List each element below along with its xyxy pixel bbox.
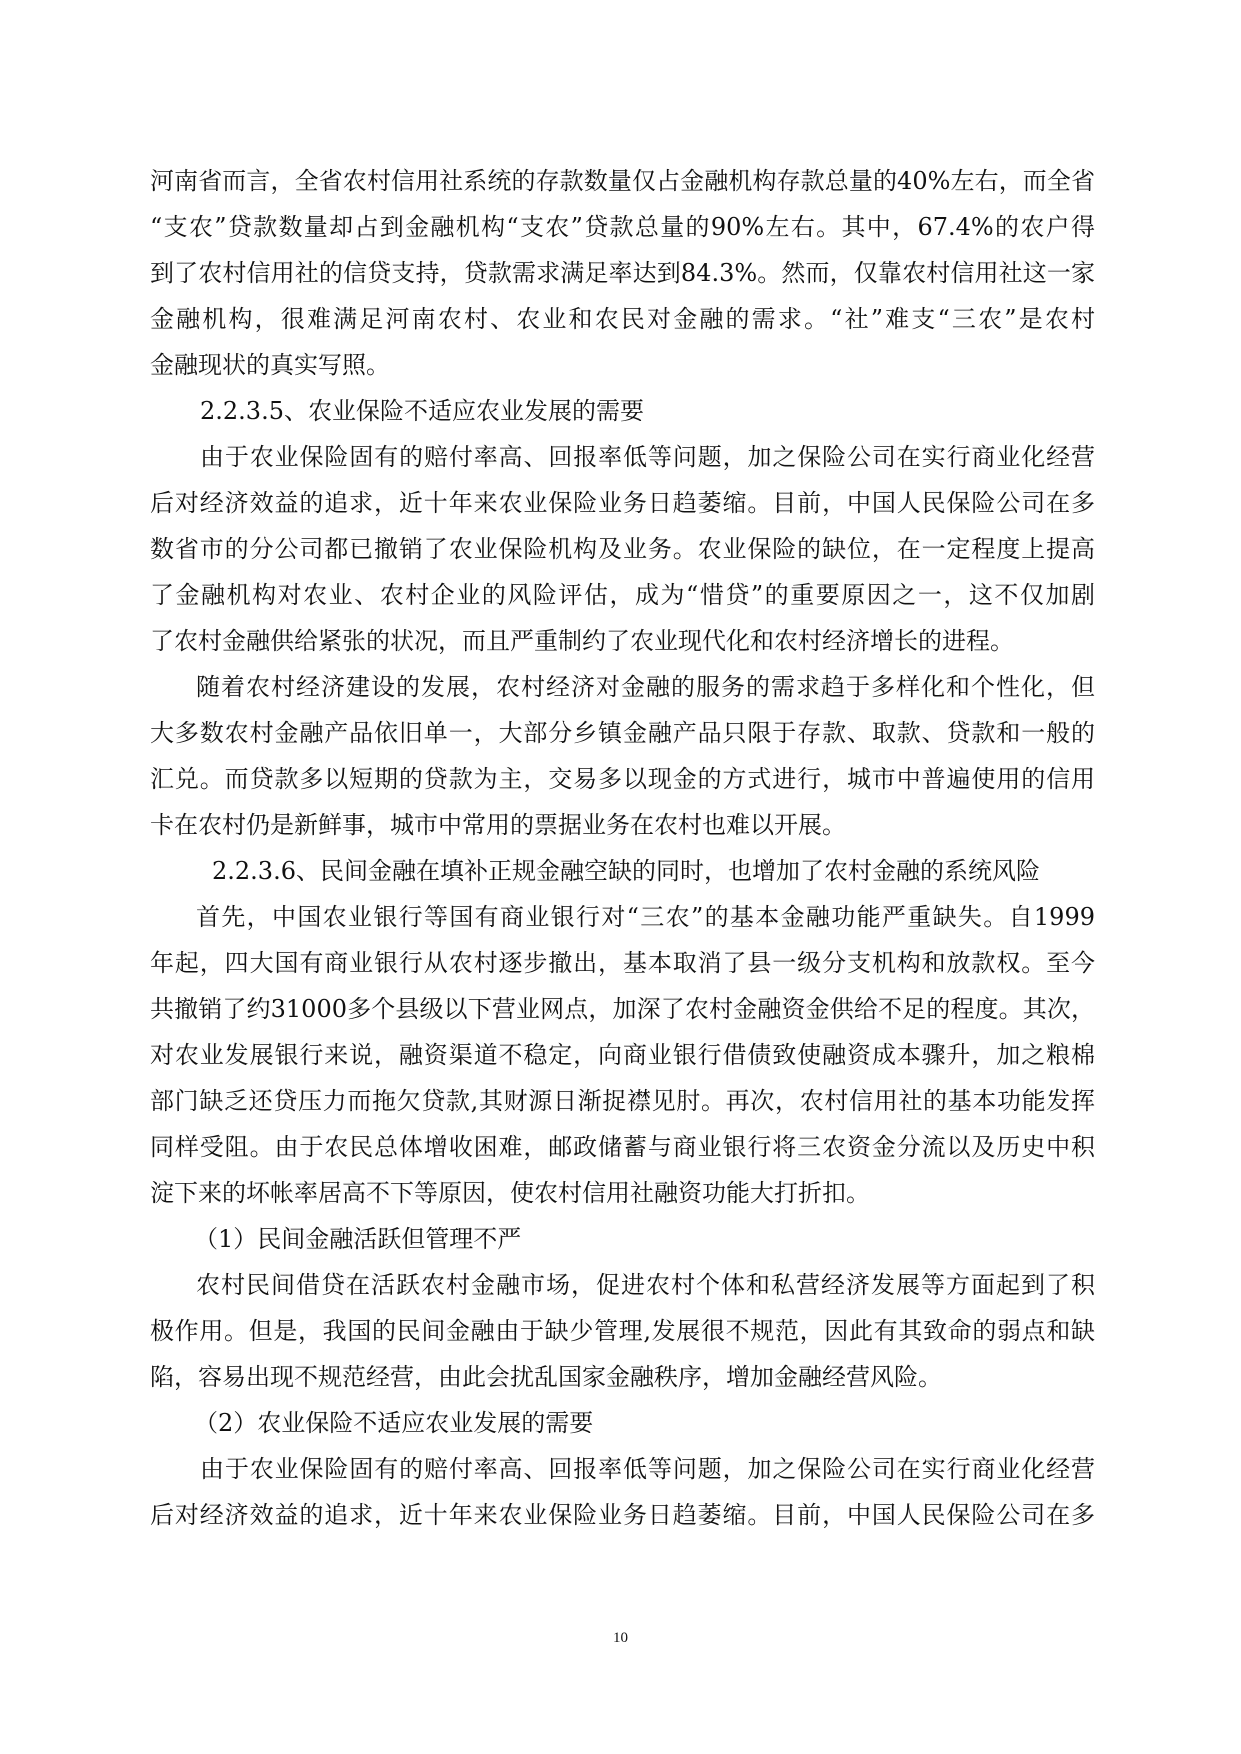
paragraph-start: 首先，中国农业银行等国有商业银行对“三农”的基本金融功能严重缺失。自1999 — [196, 903, 1095, 931]
text-line: 对农业发展银行来说，融资渠道不稳定，向商业银行借债致使融资成本骤升，加之粮棉 — [150, 1041, 1095, 1069]
text-line: 年起，四大国有商业银行从农村逐步撤出，基本取消了县一级分支机构和放款权。至今 — [150, 949, 1095, 977]
text-line: 大多数农村金融产品依旧单一，大部分乡镇金融产品只限于存款、取款、贷款和一般的 — [150, 719, 1095, 747]
text-line: 数省市的分公司都已撤销了农业保险机构及业务。农业保险的缺位，在一定程度上提高 — [150, 535, 1095, 563]
text-line: 共撤销了约31000多个县级以下营业网点，加深了农村金融资金供给不足的程度。其次， — [150, 995, 1095, 1023]
text-line: 同样受阻。由于农民总体增收困难，邮政储蓄与商业银行将三农资金分流以及历史中积 — [150, 1133, 1095, 1161]
text-line: 后对经济效益的追求，近十年来农业保险业务日趋萎缩。目前，中国人民保险公司在多 — [150, 489, 1095, 517]
text-line: 了金融机构对农业、农村企业的风险评估，成为“惜贷”的重要原因之一，这不仅加剧 — [150, 581, 1095, 609]
text-line: 了农村金融供给紧张的状况，而且严重制约了农业现代化和农村经济增长的进程。 — [150, 627, 1014, 655]
section-heading: 2.2.3.5、农业保险不适应农业发展的需要 — [200, 397, 644, 425]
text-line: 陷，容易出现不规范经营，由此会扰乱国家金融秩序，增加金融经营风险。 — [150, 1363, 942, 1391]
paragraph-start: 由于农业保险固有的赔付率高、回报率低等问题，加之保险公司在实行商业化经营 — [200, 1455, 1095, 1483]
text-line: 后对经济效益的追求，近十年来农业保险业务日趋萎缩。目前，中国人民保险公司在多 — [150, 1501, 1095, 1529]
subsection-heading: （1）民间金融活跃但管理不严 — [194, 1225, 522, 1253]
text-line: 部门缺乏还贷压力而拖欠贷款,其财源日渐捉襟见肘。再次，农村信用社的基本功能发挥 — [150, 1087, 1095, 1115]
text-line: 汇兑。而贷款多以短期的贷款为主，交易多以现金的方式进行，城市中普遍使用的信用 — [150, 765, 1095, 793]
document-body — [150, 158, 1095, 1538]
text-line: 河南省而言，全省农村信用社系统的存款数量仅占金融机构存款总量的40%左右，而全省 — [150, 167, 1095, 195]
section-heading: 2.2.3.6、民间金融在填补正规金融空缺的同时，也增加了农村金融的系统风险 — [212, 857, 1040, 885]
text-line: 金融机构，很难满足河南农村、农业和农民对金融的需求。“社”难支“三农”是农村 — [150, 305, 1095, 333]
text-line: 极作用。但是，我国的民间金融由于缺少管理,发展很不规范，因此有其致命的弱点和缺 — [150, 1317, 1095, 1345]
paragraph-start: 由于农业保险固有的赔付率高、回报率低等问题，加之保险公司在实行商业化经营 — [200, 443, 1095, 471]
text-line: “支农”贷款数量却占到金融机构“支农”贷款总量的90%左右。其中，67.4%的农户得 — [150, 213, 1095, 241]
paragraph-start: 农村民间借贷在活跃农村金融市场，促进农村个体和私营经济发展等方面起到了积 — [196, 1271, 1095, 1299]
text-line: 淀下来的坏帐率居高不下等原因，使农村信用社融资功能大打折扣。 — [150, 1179, 870, 1207]
subsection-heading: （2）农业保险不适应农业发展的需要 — [194, 1409, 594, 1437]
text-line: 金融现状的真实写照。 — [150, 351, 390, 379]
paragraph-start: 随着农村经济建设的发展，农村经济对金融的服务的需求趋于多样化和个性化，但 — [196, 673, 1095, 701]
page-number: 10 — [613, 1630, 628, 1646]
text-line: 卡在农村仍是新鲜事，城市中常用的票据业务在农村也难以开展。 — [150, 811, 846, 839]
text-line: 到了农村信用社的信贷支持，贷款需求满足率达到84.3%。然而，仅靠农村信用社这一家 — [150, 259, 1095, 287]
